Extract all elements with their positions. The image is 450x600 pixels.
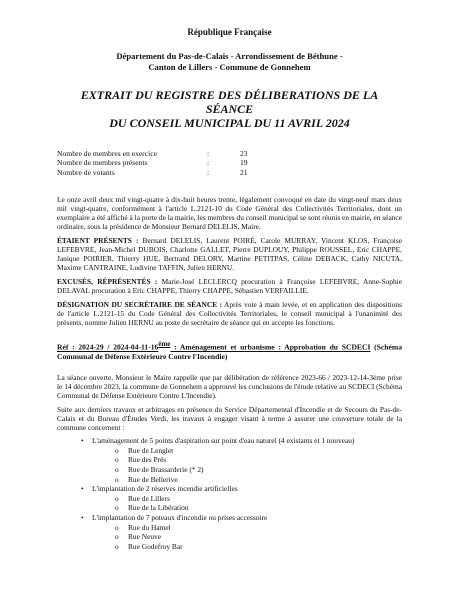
count-value: 19 [240,158,248,168]
sub-list-item [57,446,402,456]
sub-list-wrap [57,494,402,513]
sub-list-item [57,465,402,475]
sub-list-item [57,455,402,465]
canton-line: Canton de Lillers - Commune de Gonnehem [148,62,311,72]
sub-list-item [57,532,402,542]
presents-label: ÉTAIENT PRÉSENTS : [57,236,139,246]
list-item-text: L'aménagement de 5 points d'aspiration sur point d'eau naturel (4 existants et 1 nouveau) [92,436,355,446]
sub-list-item [57,542,402,552]
presents-text: Bernard DELELIS, Laurent POIRÉ, Carole MURRAY, Vincent KLOS, Françoise LEFEBVRE, Jean-Michel DUBOIS, Charlotte GALLET, Pierre DUPLOUY, Philippe ROUSSEL, Eric CHAPPE, Janique POIRIER, Thierry HUE, Bertrand DELORY, Martine PETITPAS, Céline DEBACK, Cathy NICUTA, Maxime CANTRAINE, Ludivine TAFFIN, Julien HERNU. [57,236,402,273]
secretaire-paragraph [57,300,402,327]
sub-list-wrap [57,523,402,552]
sub-list-item-text: Rue de Brassarderie (* 2) [128,464,204,474]
list-item [57,436,402,446]
bullet-icon: • [81,436,84,446]
sub-list [57,494,402,513]
circle-bullet-icon: o [115,464,119,474]
count-row [57,158,402,167]
count-label: Nombre de membres en exercice [57,149,157,158]
count-label: Nombre de membres présents [57,158,148,168]
bullet-icon: • [81,512,84,522]
excuses-paragraph [57,277,402,295]
count-colon: : [207,167,210,177]
sub-list-item-text: Rue des Prés [128,455,167,465]
excuses-text: Marie-José LECLERCQ procuration à Françoise LEFEBVRE, Anne-Sophie DELAVAL procuration à Eric CHAPPE, Thierry CHAPPE, Sébastien VERFAILLIE. [57,277,402,296]
bullet-icon: • [81,484,84,494]
works-list [57,436,402,551]
circle-bullet-icon: o [115,455,119,465]
works-paragraph: Suite aux derniers travaux et arbitrages en présence du Service Départemental d'Incendie et de Secours du Pas-de-Calais et du Bureau d'Études Verdi, les travaux à engager visant à terme à assurer une couverture totale de la commune concernent : [57,405,402,433]
list-item-text: L'implantation de 7 poteaux d'incendie ou prises accessoire [92,512,268,522]
list-item [57,513,402,523]
sub-list-item-text: Rue Godefroy Bar [128,541,183,551]
reference-suffix: ème [158,340,171,349]
reference-number: Réf : 2024-29 / 2024-04-11-16 [57,342,159,352]
sub-list-item-text: Rue de Bellerive [128,474,178,484]
circle-bullet-icon: o [115,503,119,513]
sub-list-item-text: Rue de Lillers [128,493,170,503]
list-item-text: L'implantation de 2 réserves incendie artificielles [92,484,238,494]
sub-list-item [57,503,402,513]
deliberation-reference [57,340,402,361]
reference-title: : Aménagement et urbanisme : Approbation du SCDECI [170,342,371,352]
sub-list-item-text: Rue du Hamel [128,522,171,532]
intro-paragraph: Le onze avril deux mil vingt-quatre à dix-huit heures trente, légalement convoqué en date du vingt-neuf mars deux mil vingt-quatre, conformément à l'article L.2121-10 du Code Général des Collectivités Territoriales, dont un exemplaire a été affiché à la porte de la mairie, les membres du conseil municipal se sont réunis en mairie, en séance ordinaire, sous la présidence de Monsieur Bernard DELELIS, Maire. [57,195,402,232]
document-title [57,88,402,130]
count-row [57,168,402,177]
excuses-label: EXCUSÉS, RÉPRÉSENTÉS : [57,277,158,287]
circle-bullet-icon: o [115,493,119,503]
count-value: 21 [240,167,248,177]
circle-bullet-icon: o [115,532,119,542]
sub-list-item [57,475,402,485]
sub-list-wrap [57,446,402,484]
sub-list [57,523,402,552]
count-label: Nombre de votants [57,167,115,177]
count-colon: : [207,149,210,158]
circle-bullet-icon: o [115,445,119,455]
sub-list-item-text: Rue Neuve [128,532,162,542]
circle-bullet-icon: o [115,474,119,484]
secretaire-text: Après vote à main levée, et en application des dispositions de l'article L.2121-15 du Code Général des Collectivités Territoriales, le conseil municipal à l'unanimité des présents, nomme Julien HERNU au poste de secrétaire de séance qui en accepte les fonctions. [57,300,402,328]
presents-paragraph [57,236,402,272]
list-item [57,484,402,494]
sub-list-item-text: Rue de Lenglet [128,445,174,455]
secretaire-label: DÉSIGNATION DU SECRÉTAIRE DE SÉANCE : [57,300,223,310]
sub-list [57,446,402,484]
opening-paragraph: La séance ouverte, Monsieur le Maire rappelle que par délibération de référence 2023-66 / 2023-12-14-3ème prise le 14 décembre 2023, la commune de Gonnehem a approuvé les conclusions de l'étude relative au SCDECI (Schéma Communal de Défense Extérieure Contre L'Incendie). [57,373,402,401]
member-counts [57,149,402,177]
circle-bullet-icon: o [115,541,119,551]
title-line-1: EXTRAIT DU REGISTRE DES DÉLIBERATIONS DE LA SÉANCE [80,88,379,116]
republique-heading: République Française [187,27,272,37]
sub-list-item [57,494,402,504]
reference-parenthesis: (Schéma Communal de Défense Extérieure Contre l'Incendie) [57,342,402,361]
sub-list-item-text: Rue de la Libération [128,503,189,513]
sub-list-item [57,523,402,533]
department-heading [57,51,402,73]
title-line-2: DU CONSEIL MUNICIPAL DU 11 AVRIL 2024 [109,116,350,130]
count-row [57,149,402,158]
count-colon: : [207,158,210,168]
circle-bullet-icon: o [115,522,119,532]
count-value: 23 [240,149,248,158]
department-line: Département du Pas-de-Calais - Arrondissement de Béthune - [116,51,343,61]
